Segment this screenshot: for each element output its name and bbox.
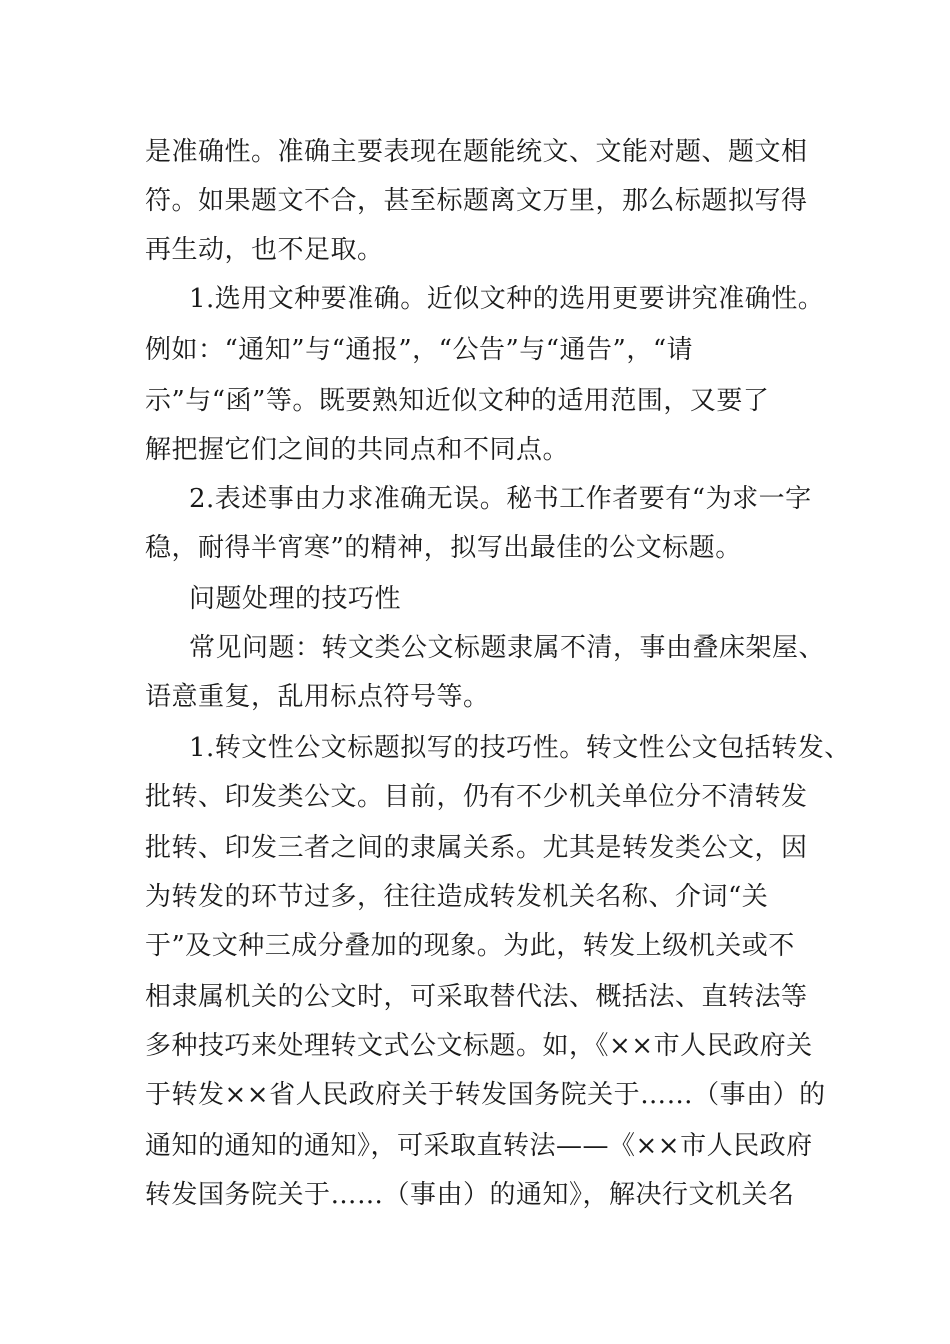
text-line: 解把握它们之间的共同点和不同点。 (145, 435, 570, 465)
text-line: 批转、印发类公文。目前，仍有不少机关单位分不清转发 (145, 782, 808, 812)
text-line: 为转发的环节过多，往往造成转发机关名称、介词“关 (145, 882, 769, 912)
text-line: 相隶属机关的公文时，可采取替代法、概括法、直转法等 (145, 982, 808, 1012)
text-line: 通知的通知的通知》，可采取直转法——《××市人民政府 (145, 1131, 813, 1161)
section-heading: 问题处理的技巧性 (189, 584, 402, 614)
text-line: 转发国务院关于……（事由）的通知》，解决行文机关名 (145, 1180, 795, 1210)
text-line: 稳，耐得半宵寒”的精神，拟写出最佳的公文标题。 (145, 533, 742, 563)
text-line: 示”与“函”等。既要熟知近似文种的适用范围，又要了 (145, 386, 770, 416)
text-line: 符。如果题文不合，甚至标题离文万里，那么标题拟写得 (145, 186, 808, 216)
text-line: 于”及文种三成分叠加的现象。为此，转发上级机关或不 (145, 931, 795, 961)
text-line: 批转、印发三者之间的隶属关系。尤其是转发类公文，因 (145, 833, 808, 863)
text-line: 于转发××省人民政府关于转发国务院关于……（事由）的 (145, 1080, 826, 1110)
text-line: 例如：“通知”与“通报”，“公告”与“通告”，“请 (145, 335, 694, 365)
text-line: 语意重复，乱用标点符号等。 (145, 682, 490, 712)
text-line: 1.转文性公文标题拟写的技巧性。转文性公文包括转发、 (189, 733, 851, 763)
text-line: 常见问题：转文类公文标题隶属不清，事由叠床架屋、 (189, 633, 826, 663)
text-line: 2.表述事由力求准确无误。秘书工作者要有“为求一字 (189, 484, 812, 514)
text-line: 是准确性。准确主要表现在题能统文、文能对题、题文相 (145, 137, 808, 167)
text-line: 1.选用文种要准确。近似文种的选用更要讲究准确性。 (189, 284, 825, 314)
text-line: 再生动，也不足取。 (145, 235, 384, 265)
text-line: 多种技巧来处理转文式公文标题。如，《××市人民政府关 (145, 1031, 813, 1061)
